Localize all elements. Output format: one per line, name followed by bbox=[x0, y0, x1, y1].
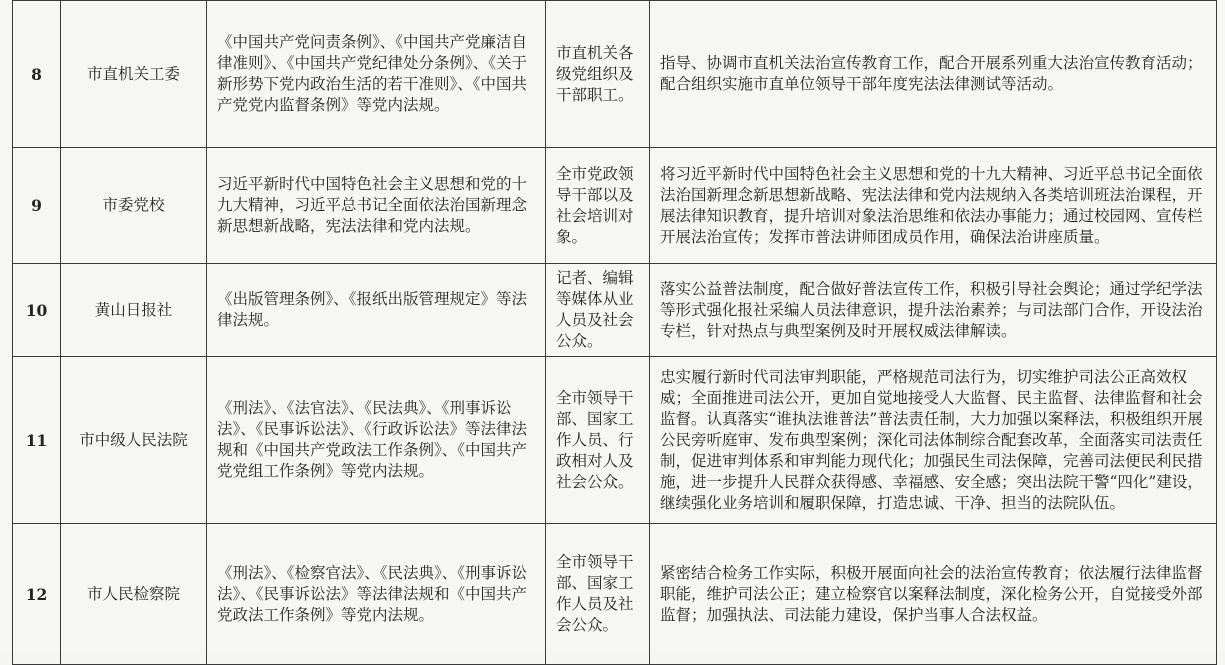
duties: 紧密结合检务工作实际，积极开展面向社会的法治宣传教育；依法履行法律监督职能，维护司法公正；建立检察官以案释法制度，深化检务公开，自觉接受外部监督；加强执法、司法能力建设，保护当事人合法权益。 bbox=[650, 524, 1217, 665]
responsible-unit: 市委党校 bbox=[61, 148, 207, 264]
table-row bbox=[13, 357, 1217, 524]
key-laws: 《刑法》、《检察官法》、《民法典》、《刑事诉讼法》、《民事诉讼法》等法律法规和《中国共产党政法工作条例》等党内法规。 bbox=[207, 524, 546, 665]
duties: 将习近平新时代中国特色社会主义思想和党的十九大精神、习近平总书记全面依法治国新理念新思想新战略、宪法法律和党内法规纳入各类培训班法治课程，开展法律知识教育，提升培训对象法治思维和依法办事能力；通过校园网、宣传栏开展法治宣传；发挥市普法讲师团成员作用，确保法治讲座质量。 bbox=[650, 148, 1217, 264]
key-laws: 《中国共产党问责条例》、《中国共产党廉洁自律准则》、《中国共产党纪律处分条例》、《关于新形势下党内政治生活的若干准则》、《中国共产党党内监督条例》等党内法规。 bbox=[207, 1, 546, 148]
table-row bbox=[13, 264, 1217, 357]
row-number: 12 bbox=[13, 524, 61, 665]
duties: 忠实履行新时代司法审判职能，严格规范司法行为，切实维护司法公正高效权威；全面推进司法公开，更加自觉地接受人大监督、民主监督、法律监督和社会监督。认真落实“谁执法谁普法”普法责任制，大力加强以案释法，积极组织开展公民旁听庭审、发布典型案例；深化司法体制综合配套改革，全面落实司法责任制，促进审判体系和审判能力现代化；加强民生司法保障，完善司法便民利民措施，进一步提升人民群众获得感、幸福感、安全感；突出法院干警“四化”建设，继续强化业务培训和履职保障，打造忠诚、干净、担当的法院队伍。 bbox=[650, 357, 1217, 524]
responsible-unit: 市直机关工委 bbox=[61, 1, 207, 148]
table-row bbox=[13, 1, 1217, 148]
table-row bbox=[13, 524, 1217, 665]
row-number: 9 bbox=[13, 148, 61, 264]
duties: 落实公益普法制度，配合做好普法宣传工作，积极引导社会舆论；通过学纪学法等形式强化报社采编人员法律意识，提升法治素养；与司法部门合作，开设法治专栏，针对热点与典型案例及时开展权威法律解读。 bbox=[650, 264, 1217, 357]
target-audience: 全市领导干部、国家工作人员及社会公众。 bbox=[546, 524, 650, 665]
responsible-unit: 市中级人民法院 bbox=[61, 357, 207, 524]
responsible-unit: 市人民检察院 bbox=[61, 524, 207, 665]
target-audience: 市直机关各级党组织及干部职工。 bbox=[546, 1, 650, 148]
target-audience: 全市领导干部、国家工作人员、行政相对人及社会公众。 bbox=[546, 357, 650, 524]
target-audience: 记者、编辑等媒体从业人员及社会公众。 bbox=[546, 264, 650, 357]
row-number: 11 bbox=[13, 357, 61, 524]
table-row bbox=[13, 148, 1217, 264]
key-laws: 《出版管理条例》、《报纸出版管理规定》等法律法规。 bbox=[207, 264, 546, 357]
row-number: 8 bbox=[13, 1, 61, 148]
responsibility-table bbox=[12, 0, 1217, 665]
key-laws: 《刑法》、《法官法》、《民法典》、《刑事诉讼法》、《民事诉讼法》、《行政诉讼法》等法律法规和《中国共产党政法工作条例》、《中国共产党党组工作条例》等党内法规。 bbox=[207, 357, 546, 524]
responsible-unit: 黄山日报社 bbox=[61, 264, 207, 357]
row-number: 10 bbox=[13, 264, 61, 357]
key-laws: 习近平新时代中国特色社会主义思想和党的十九大精神，习近平总书记全面依法治国新理念新思想新战略，宪法法律和党内法规。 bbox=[207, 148, 546, 264]
duties: 指导、协调市直机关法治宣传教育工作，配合开展系列重大法治宣传教育活动；配合组织实施市直单位领导干部年度宪法法律测试等活动。 bbox=[650, 1, 1217, 148]
target-audience: 全市党政领导干部以及社会培训对象。 bbox=[546, 148, 650, 264]
